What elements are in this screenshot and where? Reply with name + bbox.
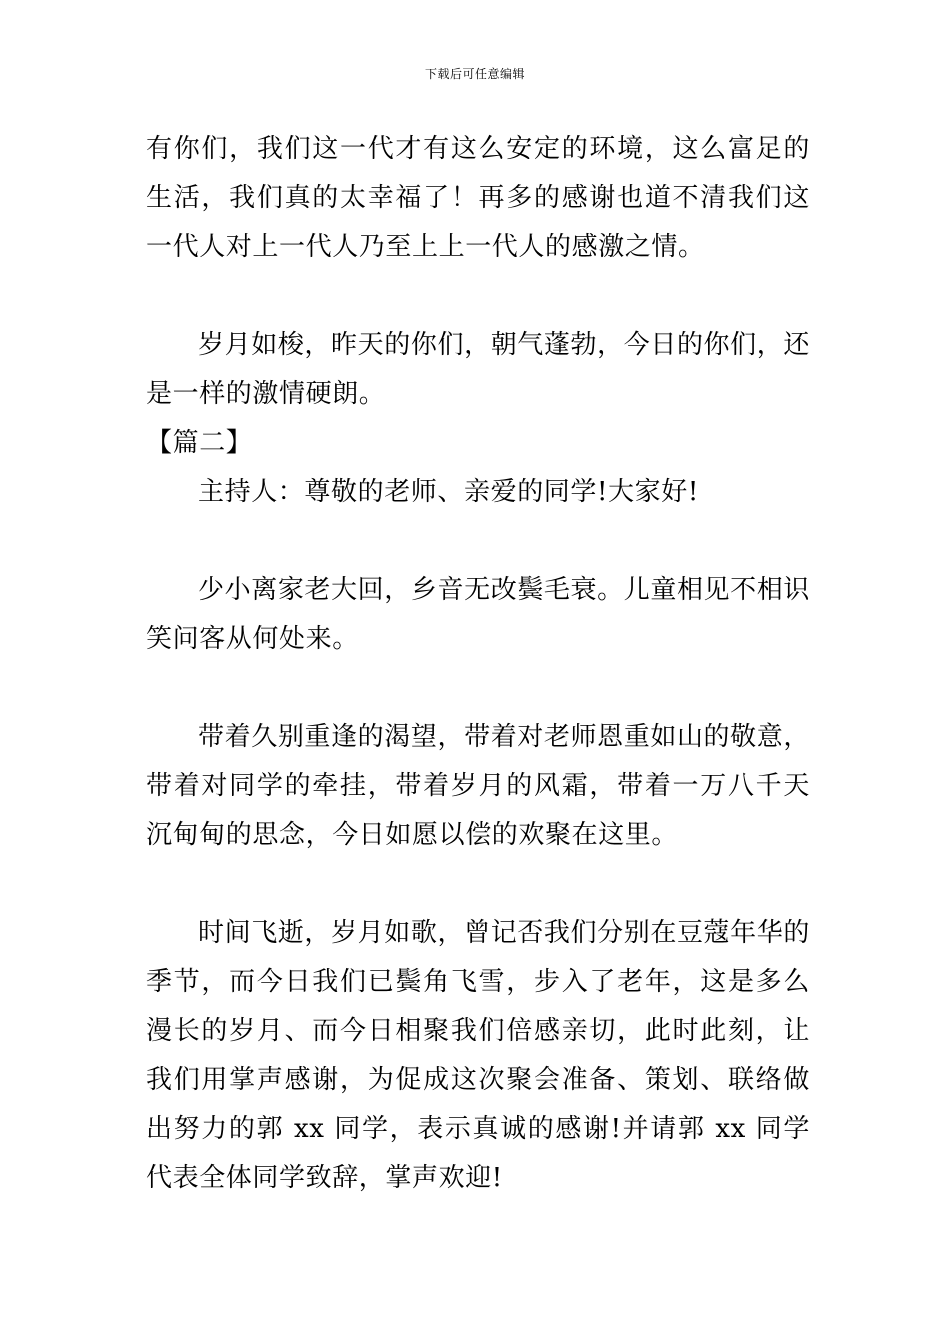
paragraph-spacer bbox=[146, 860, 810, 909]
paragraph-5: 带着久别重逢的渴望，带着对老师恩重如山的敬意，带着对同学的牵挂，带着岁月的风霜，带着一万八千天沉甸甸的思念，今日如愿以偿的欢聚在这里。 bbox=[146, 722, 810, 850]
section-title: 【篇二】 bbox=[146, 428, 253, 458]
paragraph-4: 少小离家老大回，乡音无改鬓毛衰。儿童相见不相识笑问客从何处来。 bbox=[146, 575, 810, 654]
paragraph-6: 时间飞逝，岁月如歌，曾记否我们分别在豆蔻年华的季节，而今日我们已鬓角飞雪，步入了老年，这是多么漫长的岁月、而今日相聚我们倍感亲切，此时此刻，让我们用掌声感谢，为促成这次聚会准备、策划、联络做出努力的郭 xx 同学，表示真诚的感谢!并请郭 xx 同学代表全体同学致辞，掌声欢迎! bbox=[146, 918, 810, 1193]
paragraph-spacer bbox=[146, 517, 810, 566]
paragraph-3: 主持人：尊敬的老师、亲爱的同学!大家好! bbox=[198, 477, 699, 507]
paragraph-spacer bbox=[146, 664, 810, 713]
paragraph-spacer bbox=[146, 272, 810, 321]
paragraph-1: 有你们，我们这一代才有这么安定的环境，这么富足的生活，我们真的太幸福了！再多的感谢也道不清我们这一代人对上一代人乃至上上一代人的感激之情。 bbox=[146, 134, 810, 262]
page-header: 下载后可任意编辑 bbox=[424, 67, 525, 81]
paragraph-2: 岁月如梭，昨天的你们，朝气蓬勃，今日的你们，还是一样的激情硬朗。 bbox=[146, 330, 810, 409]
document-body bbox=[146, 125, 810, 1203]
